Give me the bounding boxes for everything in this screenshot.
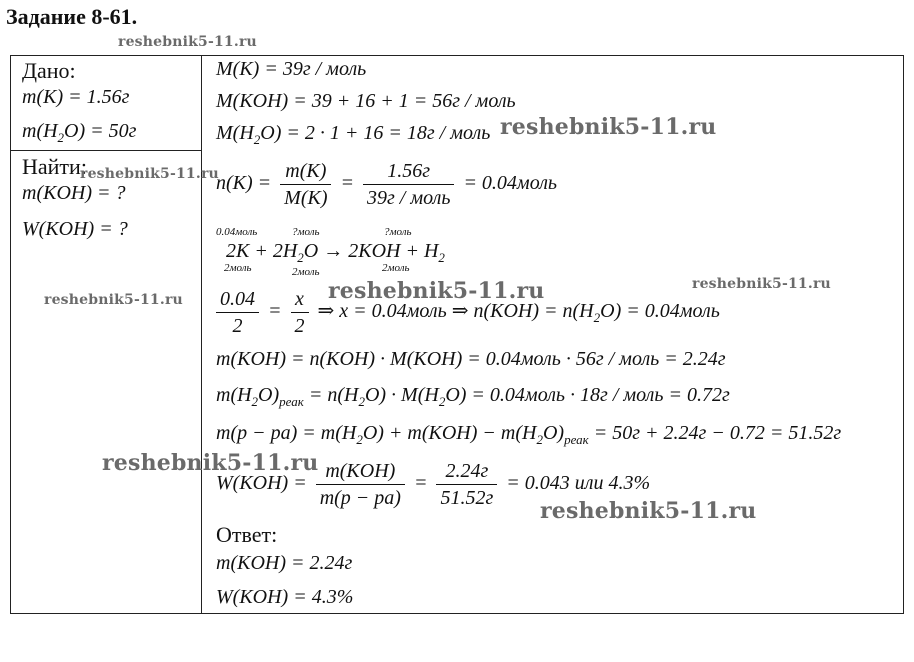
reaction-equation: $2K + 2H_2O \to 2KOH + H_2$ (226, 240, 445, 265)
mass-fraction-equation: W(KOH) = $\frac{\text{m(KOH)}}{m(p - pa)}$ = $\frac{2.24г}{51.52г}$ = 0.043 или 4.3% (216, 460, 651, 509)
given-mass-water: $m(H_2O) = 50г$ (22, 120, 137, 145)
molar-mass-water: $M(H_2O) = 2 \cdot 1 + 16 = 18г$ / моль (216, 122, 491, 147)
watermark: reshebnik5-11.ru (44, 292, 183, 308)
reaction-moles-k: 0.04моль (216, 226, 258, 238)
molar-mass-k: M(K) = 39г / моль (216, 58, 367, 80)
answer-label: Ответ: (216, 522, 278, 547)
reaction-coef-koh: 2моль (382, 262, 410, 274)
mass-koh-calculation: m(KOH) = n(KOH) · M(KOH) = 0.04моль · 56г / моль = 2.24г (216, 348, 726, 370)
task-title: Задание 8-61. (6, 4, 138, 29)
molar-mass-koh: M(KOH) = 39 + 16 + 1 = 56г / моль (216, 90, 516, 112)
find-fraction-koh: W(KOH) = ? (22, 218, 128, 240)
table-row-divider (10, 150, 202, 151)
reaction-coef-k: 2моль (224, 262, 252, 274)
reaction-coef-water: 2моль (292, 266, 320, 278)
watermark: reshebnik5-11.ru (328, 278, 545, 304)
mass-water-reacted: $m(H_2O)_{реак} = n(H_2O) \cdot M(H_2O)$ = 0.04моль · 18г / моль = 0.72г (216, 384, 730, 409)
proportion-equation: $\frac{0.04}{2}$ = $\frac{x}{2}$ ⇒ x = 0.04моль ⇒ $n(KOH) = n(H_2O)$ = 0.04моль (212, 286, 720, 339)
given-label: Дано: (22, 58, 76, 83)
answer-fraction-koh: W(KOH) = 4.3% (216, 586, 354, 608)
given-mass-k: m(K) = 1.56г (22, 86, 130, 108)
mass-solution-calculation: $m(p - pa) = m(H_2O) + m(KOH) - m(H_2O)_{реак} = 50г + 2.24г - 0.72 = 51.52г$ (216, 422, 842, 447)
find-mass-koh: m(KOH) = ? (22, 182, 126, 204)
watermark: reshebnik5-11.ru (118, 34, 257, 50)
watermark: reshebnik5-11.ru (102, 450, 319, 476)
moles-k-equation: n(K) = $\frac{m(K)}{M(K)}$ = $\frac{1.56г}{\text{39г / моль}}$ = 0.04моль (216, 160, 558, 209)
reaction-moles-koh: ?моль (384, 226, 412, 238)
table-column-divider (201, 55, 202, 614)
answer-mass-koh: m(KOH) = 2.24г (216, 552, 353, 574)
find-label: Найти: (22, 154, 87, 179)
watermark: reshebnik5-11.ru (692, 276, 831, 292)
reaction-moles-water: ?моль (292, 226, 320, 238)
watermark: reshebnik5-11.ru (540, 498, 757, 524)
watermark: reshebnik5-11.ru (80, 166, 219, 182)
watermark: reshebnik5-11.ru (500, 114, 717, 140)
